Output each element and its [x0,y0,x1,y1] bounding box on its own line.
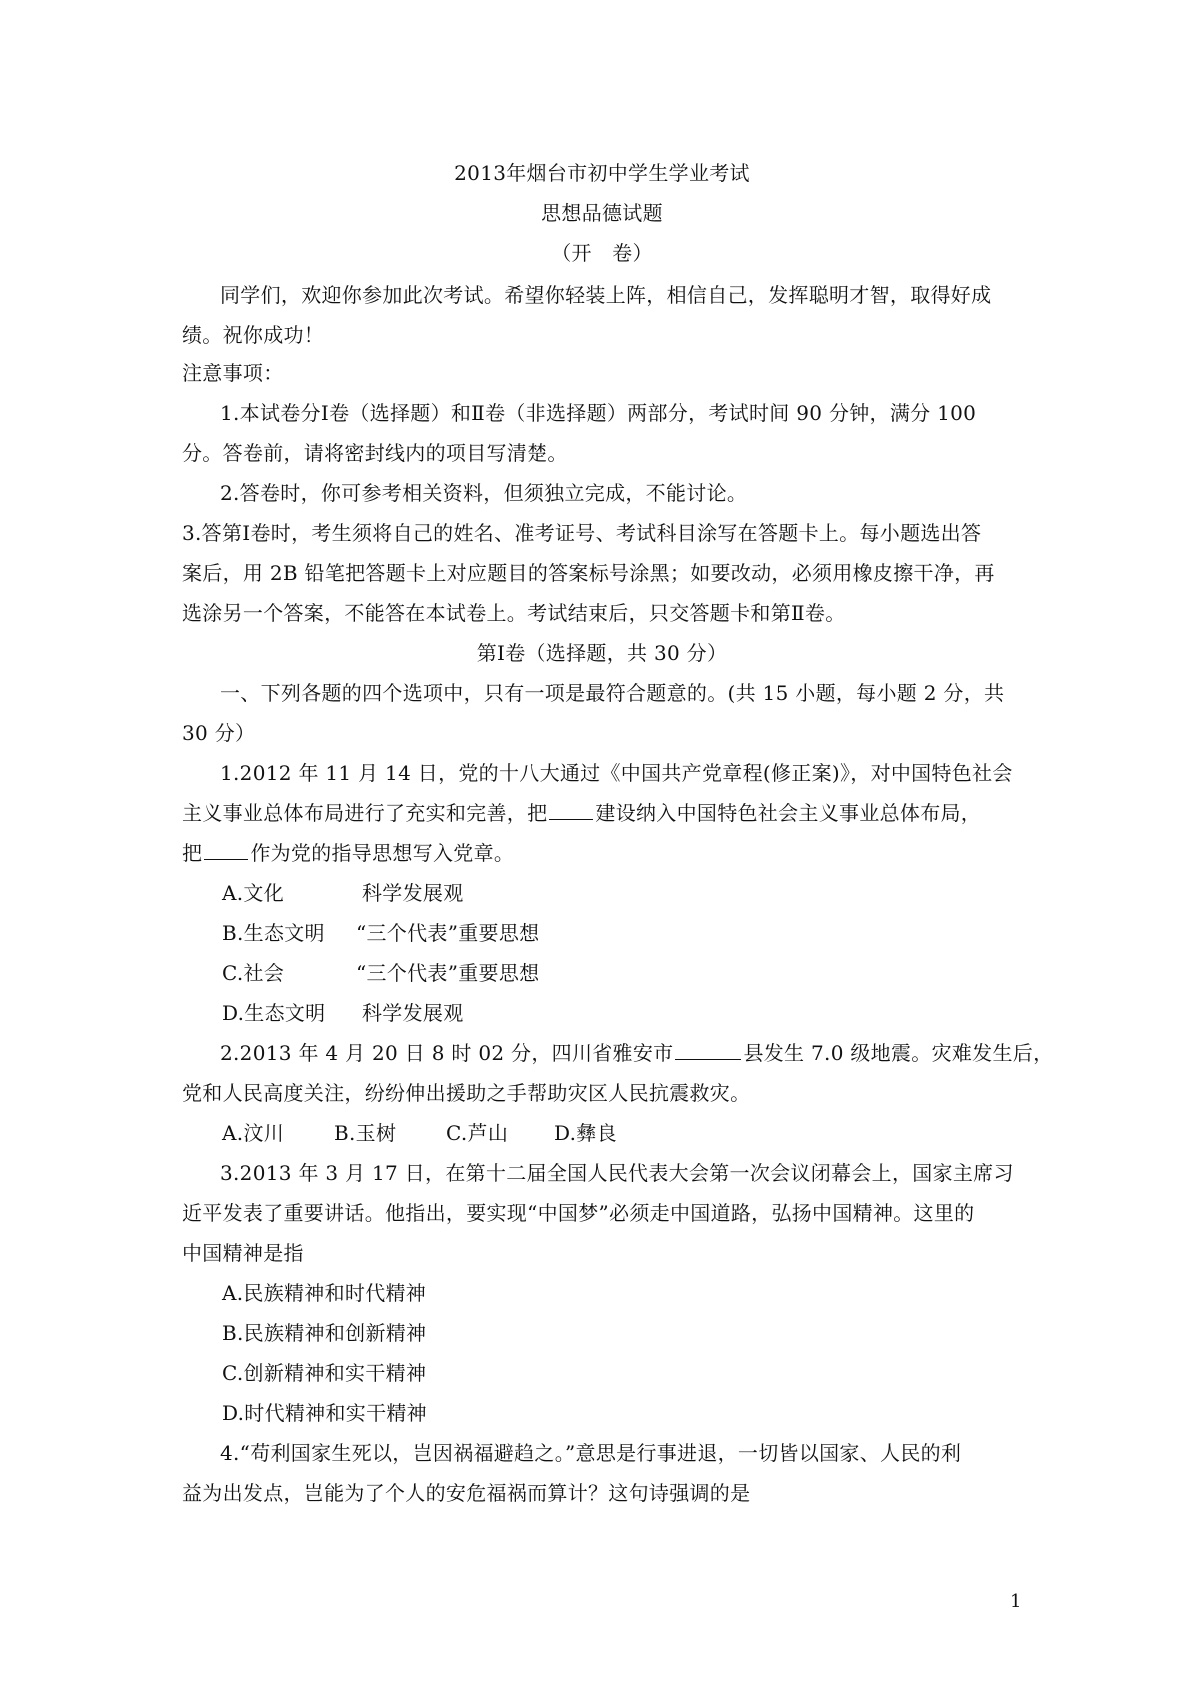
question-1-option-a [222,878,1062,908]
question-1-line-3 [182,838,1022,868]
option-c: C.芦山 [446,1121,509,1145]
option-d: D.彝良 [554,1121,617,1145]
option-text: 科学发展观 [362,881,464,905]
option-text: “三个代表”重要思想 [356,921,540,945]
option-a: A.汶川 [222,1121,285,1145]
notice-item-3-line-3: 选涂另一个答案，不能答在本试卷上。考试结束后，只交答题卡和第Ⅱ卷。 [182,601,846,625]
question-1-line-3-part-b: 作为党的指导思想写入党章。 [250,841,515,865]
notice-item-3-line-1: 3.答第Ⅰ卷时，考生须将自己的姓名、准考证号、考试科目涂写在答题卡上。每小题选出答 [182,521,982,545]
page-number: 1 [1010,1591,1022,1612]
option-label: C.社会 [222,961,285,985]
question-1-line-3-part-a: 把 [182,841,203,865]
notice-item-1-line-1: 1.本试卷分Ⅰ卷（选择题）和Ⅱ卷（非选择题）两部分，考试时间 90 分钟，满分 100 [220,401,977,425]
answer-blank [549,801,593,820]
question-1-line-2-part-a: 主义事业总体布局进行了充实和完善，把 [182,801,548,825]
exam-subtitle: 思想品德试题 [541,201,663,225]
question-3-line-1: 3.2013 年 3 月 17 日，在第十二届全国人民代表大会第一次会议闭幕会上，国家主席习 [220,1161,1014,1185]
question-1-option-b [222,918,1062,948]
exam-title: 2013年烟台市初中学生学业考试 [454,161,750,185]
notice-item-1-line-2: 分。答卷前，请将密封线内的项目写清楚。 [182,441,568,465]
question-2-line-1-part-b: 县发生 7.0 级地震。灾难发生后， [743,1041,1054,1065]
intro-line-1: 同学们，欢迎你参加此次考试。希望你轻装上阵，相信自己，发挥聪明才智，取得好成 [220,283,992,307]
question-3-line-3: 中国精神是指 [182,1241,304,1265]
section-1-instruction-line-1: 一、下列各题的四个选项中，只有一项是最符合题意的。(共 15 小题，每小题 2 分，共 [220,681,1005,705]
section-1-instruction-line-2: 30 分） [182,721,256,745]
answer-blank [204,841,248,860]
question-2-line-2: 党和人民高度关注，纷纷伸出援助之手帮助灾区人民抗震救灾。 [182,1081,751,1105]
question-2-line-1-part-a: 2.2013 年 4 月 20 日 8 时 02 分，四川省雅安市 [220,1041,674,1065]
question-3-option-d: D.时代精神和实干精神 [222,1401,427,1425]
question-3-option-c: C.创新精神和实干精神 [222,1361,427,1385]
question-4-line-2: 益为出发点，岂能为了个人的安危福祸而算计？这句诗强调的是 [182,1481,751,1505]
question-2-line-1 [220,1038,1060,1068]
notice-heading: 注意事项： [182,361,284,385]
notice-item-2: 2.答卷时，你可参考相关资料，但须独立完成，不能讨论。 [220,481,748,505]
option-b: B.玉树 [334,1121,397,1145]
question-1-line-2-part-b: 建设纳入中国特色社会主义事业总体布局， [595,801,982,825]
question-1-option-c [222,958,1062,988]
answer-blank [675,1041,741,1060]
question-1-option-d [222,998,1062,1028]
question-4-line-1: 4.“苟利国家生死以，岂因祸福避趋之。”意思是行事进退，一切皆以国家、人民的利 [220,1441,962,1465]
option-label: A.文化 [222,881,285,905]
question-3-line-2: 近平发表了重要讲话。他指出，要实现“中国梦”必须走中国道路，弘扬中国精神。这里的 [182,1201,975,1225]
option-text: “三个代表”重要思想 [356,961,540,985]
question-3-option-b: B.民族精神和创新精神 [222,1321,427,1345]
question-1-line-1: 1.2012 年 11 月 14 日，党的十八大通过《中国共产党章程(修正案)》，对中国特色社会 [220,761,1013,785]
notice-item-3-line-2: 案后，用 2B 铅笔把答题卡上对应题目的答案标号涂黑；如要改动，必须用橡皮擦干净，再 [182,561,995,585]
question-1-line-2 [182,798,1022,828]
question-2-options [222,1118,1062,1148]
option-text: 科学发展观 [362,1001,464,1025]
exam-note: （开 卷） [551,241,653,265]
option-label: B.生态文明 [222,921,325,945]
intro-line-2: 绩。祝你成功！ [182,323,325,347]
question-3-option-a: A.民族精神和时代精神 [222,1281,427,1305]
option-label: D.生态文明 [222,1001,326,1025]
section-1-heading: 第Ⅰ卷（选择题，共 30 分） [476,641,728,665]
